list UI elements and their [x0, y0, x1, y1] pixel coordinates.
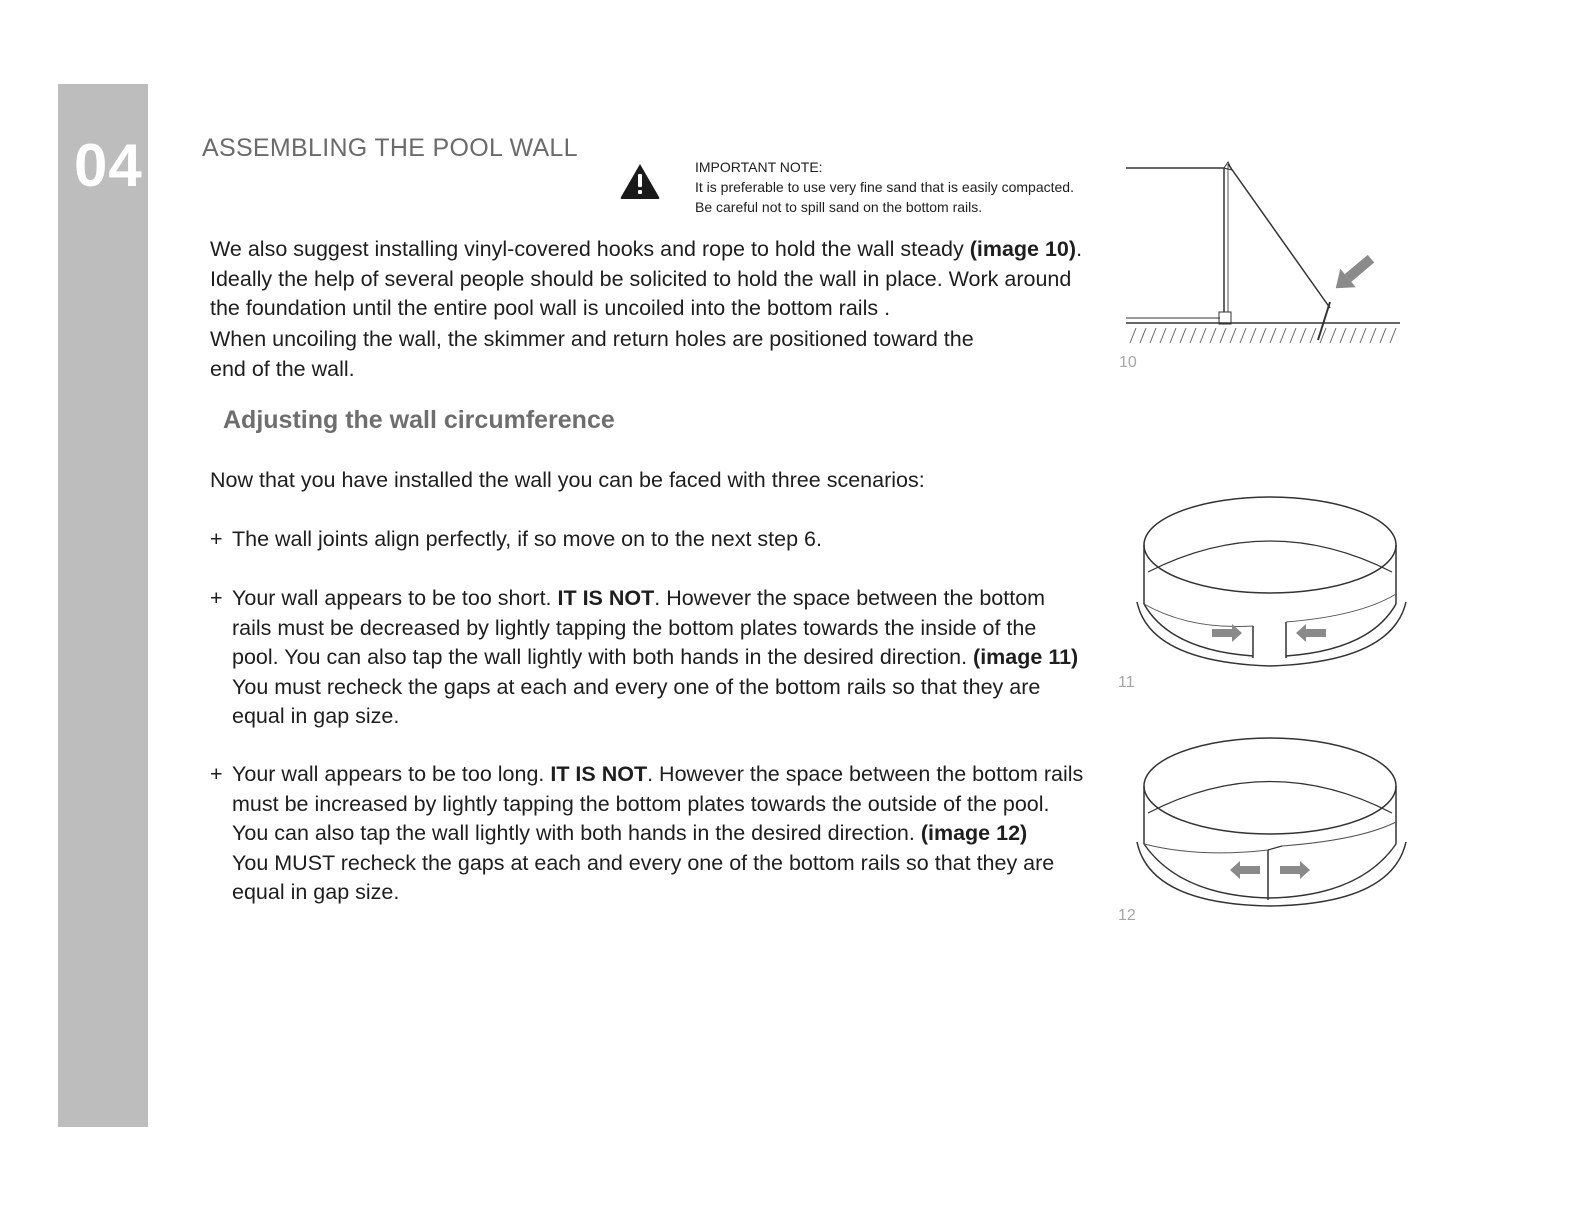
figure-10-label: 10: [1119, 354, 1137, 371]
intro-paragraph-2: [210, 325, 974, 384]
image-ref: (image 10): [969, 237, 1077, 261]
bullet-item-2: + Your wall appears to be too short. IT IS NOT. However the space between the bottom rails must be decreased by lightly tapping the bottom plates towards the inside of the pool. You can also tap the wall lightly with both hands in the desired direction. (image 11) You must recheck the gaps at each and every one of the bottom rails so that they are equal in gap size.: [210, 586, 1079, 728]
note-line: Be careful not to spill sand on the bottom rails.: [695, 199, 983, 215]
section-title: ASSEMBLING THE POOL WALL: [202, 134, 578, 162]
figure-10-wall-rope-illustration: [1120, 150, 1405, 350]
intro-paragraph-1: [210, 235, 1082, 324]
important-note: [695, 157, 1074, 217]
text-line: the foundation until the entire pool wall is uncoiled into the bottom rails .: [210, 296, 891, 320]
warning-icon: [619, 162, 661, 200]
subheading: Adjusting the wall circumference: [223, 406, 615, 434]
figure-11-short-wall-illustration: [1130, 490, 1415, 670]
bullet-symbol: +: [210, 762, 223, 786]
bullet-symbol: +: [210, 586, 223, 610]
text-line: end of the wall.: [210, 356, 355, 381]
scenarios-intro: Now that you have installed the wall you can be faced with three scenarios:: [210, 468, 925, 492]
figure-11-label: 11: [1118, 674, 1135, 691]
bullet-symbol: +: [210, 527, 223, 551]
text-line: Ideally the help of several people should be solicited to hold the wall in place. Work around: [210, 266, 1072, 291]
section-sidebar: [58, 84, 148, 1127]
figure-12-long-wall-illustration: [1130, 728, 1415, 908]
text-line: When uncoiling the wall, the skimmer and return holes are positioned toward the: [210, 327, 974, 351]
note-line: It is preferable to use very fine sand that is easily compacted.: [695, 179, 1074, 195]
bullet-item-1: + The wall joints align perfectly, if so move on to the next step 6.: [210, 525, 822, 555]
figure-12-label: 12: [1118, 907, 1136, 924]
section-number: 04: [74, 132, 143, 199]
text-line: We also suggest installing vinyl-covered hooks and rope to hold the wall steady (image 10).: [210, 237, 1083, 261]
note-title: IMPORTANT NOTE:: [695, 159, 823, 175]
bullet-item-3: + Your wall appears to be too long. IT IS NOT. However the space between the bottom rails must be increased by lightly tapping the bottom plates towards the outside of the pool. You can also tap the wall lightly with both hands in the desired direction. (image 12) You MUST recheck the gaps at each and every one of the bottom rails so that they are equal in gap size.: [210, 762, 1084, 904]
